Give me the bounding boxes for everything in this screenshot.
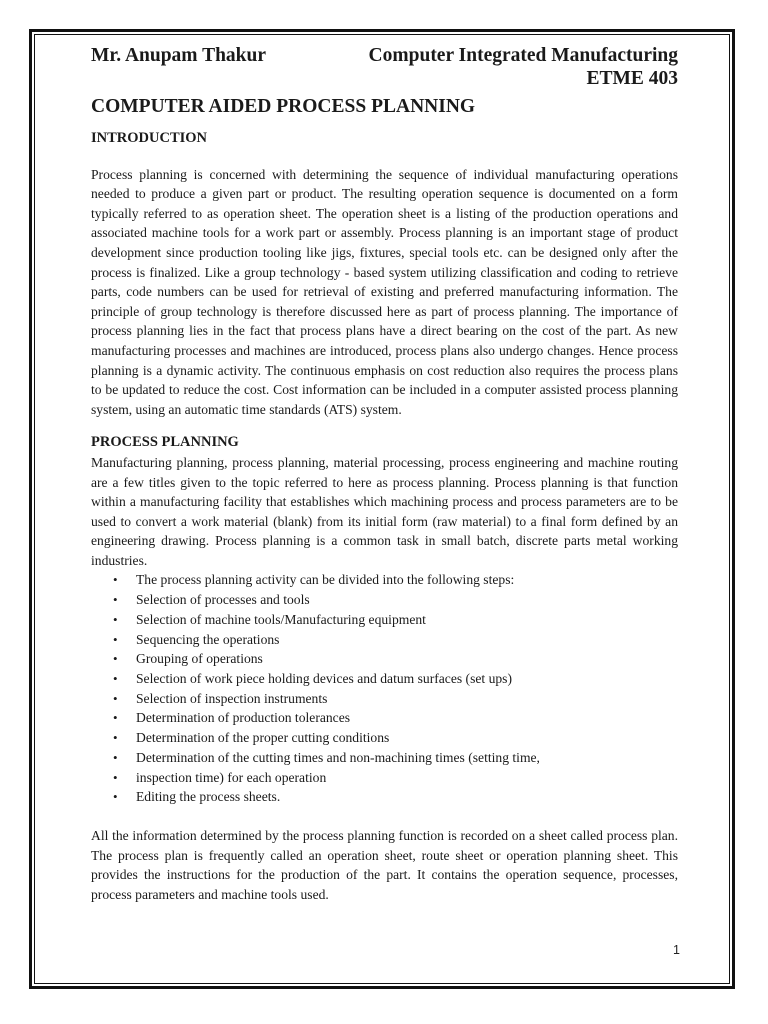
list-item xyxy=(113,590,678,610)
list-item xyxy=(113,649,678,669)
list-item xyxy=(113,610,678,630)
course-info xyxy=(369,44,678,90)
list-item xyxy=(113,689,678,709)
list-item-text: The process planning activity can be divided into the following steps: xyxy=(136,572,515,588)
course-title: Computer Integrated Manufacturing xyxy=(368,45,678,66)
list-item xyxy=(113,768,678,788)
process-plan-paragraph: All the information determined by the process planning function is recorded on a sheet called process plan. The process plan is frequently called an operation sheet, route sheet or operation planning sheet. This provides the instructions for the production of the part. It contains the operation sequence, processes, process parameters and machine tools used. xyxy=(91,827,678,902)
list-item-text: Selection of machine tools/Manufacturing equipment xyxy=(136,611,426,627)
list-item-text: Selection of inspection instruments xyxy=(136,690,328,706)
list-item-text: Determination of the proper cutting conditions xyxy=(136,730,390,746)
bullet-icon: • xyxy=(113,572,118,588)
list-item-text: Selection of processes and tools xyxy=(136,592,310,608)
list-item-text: Determination of production tolerances xyxy=(136,710,351,726)
process-steps-list xyxy=(91,570,678,806)
page-content xyxy=(91,44,678,904)
list-item-text: Determination of the cutting times and non-machining times (setting time, xyxy=(136,749,540,765)
document-title: COMPUTER AIDED PROCESS PLANNING xyxy=(91,96,476,117)
bullet-icon: • xyxy=(113,592,118,608)
list-item-text: inspection time) for each operation xyxy=(136,769,327,785)
process-planning-paragraph: Manufacturing planning, process planning, material processing, process engineering and machine routing are a few titles given to the topic referred to here as process planning. Process planning is that function within a manufacturing facility that establishes which machining process and process parameters are to be used to convert a work material (blank) from its initial form (raw material) to a final form defined by an engineering drawing. Process planning is a common task in small batch, discrete parts metal working industries. xyxy=(91,454,678,568)
list-item-text: Grouping of operations xyxy=(136,651,263,667)
bullet-icon: • xyxy=(113,611,118,627)
author-name: Mr. Anupam Thakur xyxy=(91,45,267,66)
bullet-icon: • xyxy=(113,631,118,647)
list-item-text: Editing the process sheets. xyxy=(136,789,281,805)
process-planning-heading: PROCESS PLANNING xyxy=(91,434,239,451)
bullet-icon: • xyxy=(113,749,118,765)
list-item xyxy=(113,630,678,650)
bullet-icon: • xyxy=(113,670,118,686)
bullet-icon: • xyxy=(113,730,118,746)
introduction-paragraph: Process planning is concerned with determining the sequence of individual manufacturing operations needed to produce a given part or product. The resulting operation sequence is documented on a form typically referred to as operation sheet. The operation sheet is a listing of the production operations and associated machine tools for a work part or assembly. Process planning is an important stage of product development since production tooling like jigs, fixtures, special tools etc. can be designed only after the process is finalized. Like a group technology - based system utilizing classification and coding to retrieve parts, code numbers can be used for retrieval of existing and preferred manufacturing information. The principle of group technology is therefore discussed here as part of process planning. The importance of process planning lies in the fact that process plans have a direct bearing on the cost of the part. As new manufacturing processes and machines are introduced, process plans also undergo changes. Hence process planning is a dynamic activity. The continuous emphasis on cost reduction also requires the process plans to be updated to reduce the cost. Cost information can be included in a computer assisted process planning system, using an automatic time standards (ATS) system. xyxy=(91,166,678,417)
list-item-text: Selection of work piece holding devices and datum surfaces (set ups) xyxy=(136,670,512,686)
list-item-text: Sequencing the operations xyxy=(136,631,280,647)
list-item xyxy=(113,728,678,748)
list-item xyxy=(113,787,678,807)
bullet-icon: • xyxy=(113,769,118,785)
bullet-icon: • xyxy=(113,710,118,726)
list-item xyxy=(113,708,678,728)
bullet-icon: • xyxy=(113,690,118,706)
introduction-heading: INTRODUCTION xyxy=(91,130,208,146)
list-item xyxy=(113,748,678,768)
page-number: 1 xyxy=(673,943,680,957)
page-header xyxy=(91,44,678,90)
list-item xyxy=(113,570,678,590)
list-item xyxy=(113,669,678,689)
bullet-icon: • xyxy=(113,651,118,667)
bullet-icon: • xyxy=(113,789,118,805)
course-code: ETME 403 xyxy=(586,68,678,89)
